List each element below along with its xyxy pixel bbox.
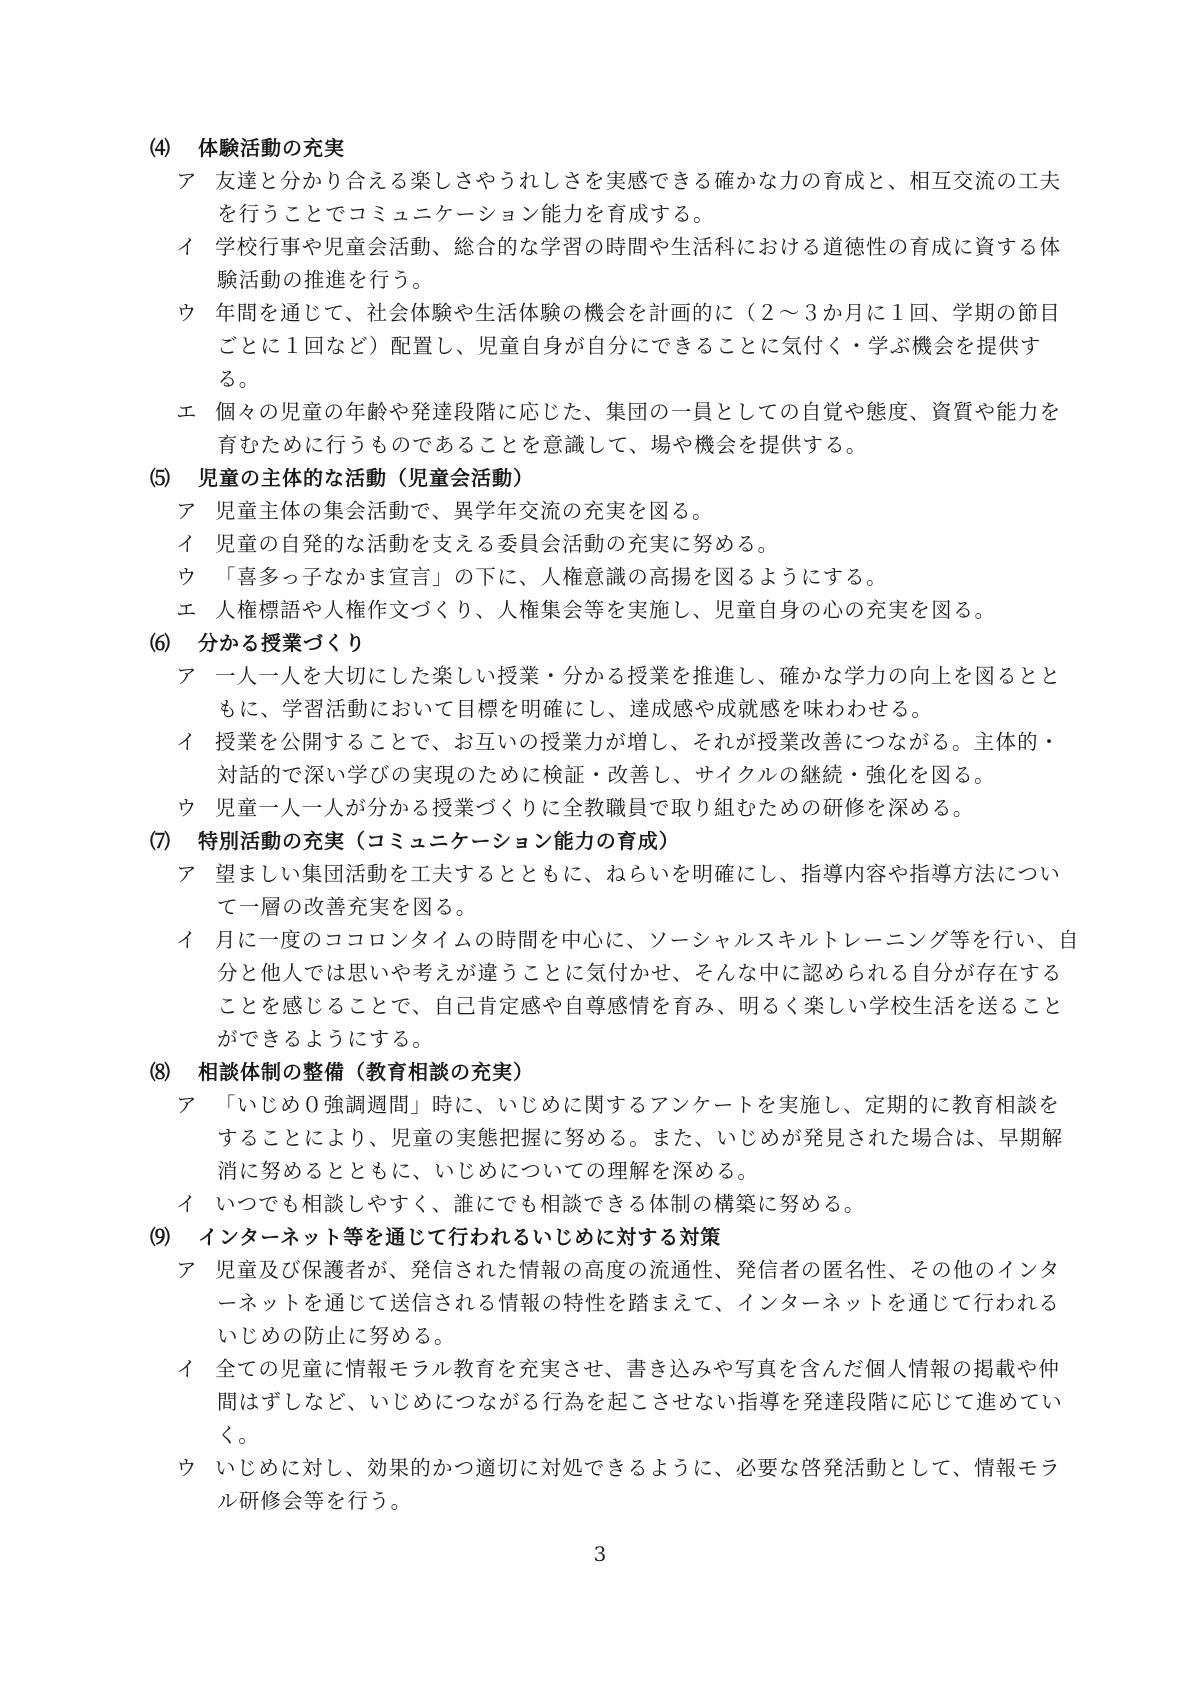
item-marker: ア [176,499,198,523]
item-text: 全ての児童に情報モラル教育を充実させ、書き込みや写真を含んだ個人情報の掲載や仲間はずしなど、いじめにつながる行為を起こさせない指導を発達段階に応じて進めていく。 [215,1357,1063,1447]
item-marker: ア [176,169,198,193]
item-text: 年間を通じて、社会体験や生活体験の機会を計画的に（２～３か月に１回、学期の節目ごとに１回など）配置し、児童自身が自分にできることに気付く・学ぶ機会を提供する。 [215,301,1061,391]
item-text: 授業を公開することで、お互いの授業力が増し、それが授業改善につながる。主体的・対話的で深い学びの実現のために検証・改善し、サイクルの継続・強化を図る。 [215,730,1061,787]
section-number: ⑺ [150,829,171,853]
item-marker: エ [176,598,198,622]
section [150,132,1080,462]
item-marker: ウ [176,565,198,589]
section-title: インターネット等を通じて行われるいじめに対する対策 [198,1225,722,1249]
list-item [150,1188,1080,1221]
section-number: ⑻ [150,1060,171,1084]
list-item [150,1353,1080,1452]
item-text: 学校行事や児童会活動、総合的な学習の時間や生活科における道徳性の育成に資する体験活動の推進を行う。 [215,235,1062,292]
section-title: 相談体制の整備（教育相談の充実） [198,1060,534,1084]
item-marker: イ [176,1192,198,1216]
page-content [150,132,1080,1518]
section-title: 体験活動の充実 [198,136,345,160]
list-item [150,495,1080,528]
item-text: 一人一人を大切にした楽しい授業・分かる授業を推進し、確かな学力の向上を図るとともに、学習活動において目標を明確にし、達成感や成就感を味わわせる。 [215,664,1062,721]
item-marker: エ [176,400,198,424]
item-text: 望ましい集団活動を工夫するとともに、ねらいを明確にし、指導内容や指導方法について一層の改善充実を図る。 [215,862,1061,919]
item-text: 人権標語や人権作文づくり、人権集会等を実施し、児童自身の心の充実を図る。 [215,598,997,622]
list-item [150,297,1080,396]
list-item [150,396,1080,462]
list-item [150,924,1080,1056]
list-item [150,1254,1080,1353]
section-heading [150,132,1080,165]
item-marker: ア [176,862,198,886]
list-item [150,594,1080,627]
item-marker: ウ [176,796,198,820]
list-item [150,528,1080,561]
section-title: 児童の主体的な活動（児童会活動） [198,466,534,490]
section [150,1056,1080,1221]
section-heading [150,1221,1080,1254]
section-number: ⑸ [150,466,171,490]
item-text: 「喜多っ子なかま宣言」の下に、人権意識の高揚を図るようにする。 [215,565,888,589]
section [150,627,1080,825]
list-item [150,660,1080,726]
list-item [150,231,1080,297]
item-marker: ア [176,1093,198,1117]
list-item [150,165,1080,231]
section-title: 分かる授業づくり [198,631,366,655]
section-number: ⑹ [150,631,171,655]
item-marker: イ [176,235,198,259]
item-marker: ア [176,1258,198,1282]
item-text: 「いじめ０強調週間」時に、いじめに関するアンケートを実施し、定期的に教育相談をすることにより、児童の実態把握に努める。また、いじめが発見された場合は、早期解消に努めるとともに、いじめについての理解を深める。 [215,1093,1064,1183]
list-item [150,1089,1080,1188]
list-item [150,561,1080,594]
section [150,1221,1080,1518]
list-item [150,858,1080,924]
item-text: 個々の児童の年齢や発達段階に応じた、集団の一員としての自覚や態度、資質や能力を育むために行うものであることを意識して、場や機会を提供する。 [215,400,1062,457]
item-text: 児童の自発的な活動を支える委員会活動の充実に努める。 [215,532,780,556]
section [150,825,1080,1056]
item-text: いじめに対し、効果的かつ適切に対処できるように、必要な啓発活動として、情報モラル研修会等を行う。 [215,1456,1061,1513]
list-item [150,792,1080,825]
item-marker: イ [176,928,198,952]
list-item [150,726,1080,792]
item-marker: ウ [176,1456,198,1480]
item-text: 月に一度のココロンタイムの時間を中心に、ソーシャルスキルトレーニング等を行い、自分と他人では思いや考えが違うことに気付かせ、そんな中に認められる自分が存在することを感じることで、自己肯定感や自尊感情を育み、明るく楽しい学校生活を送ることができるようにする。 [215,928,1080,1051]
item-marker: イ [176,1357,198,1381]
section-heading [150,627,1080,660]
section-heading [150,1056,1080,1089]
section-title: 特別活動の充実（コミュニケーション能力の育成） [198,829,680,853]
section-number: ⑷ [150,136,171,160]
section [150,462,1080,627]
section-heading [150,462,1080,495]
item-text: 児童及び保護者が、発信された情報の高度の流通性、発信者の匿名性、その他のインターネットを通じて送信される情報の特性を踏まえて、インターネットを通じて行われるいじめの防止に努める。 [215,1258,1061,1348]
item-marker: イ [176,532,198,556]
item-marker: ウ [176,301,198,325]
section-heading [150,825,1080,858]
section-number: ⑼ [150,1225,171,1249]
item-text: 児童主体の集会活動で、異学年交流の充実を図る。 [215,499,714,523]
item-text: 児童一人一人が分かる授業づくりに全教職員で取り組むための研修を深める。 [215,796,975,820]
list-item [150,1452,1080,1518]
item-text: 友達と分かり合える楽しさやうれしさを実感できる確かな力の育成と、相互交流の工夫を行うことでコミュニケーション能力を育成する。 [215,169,1062,226]
page-number: 3 [593,1542,607,1566]
item-marker: ア [176,664,198,688]
item-text: いつでも相談しやすく、誰にでも相談できる体制の構築に努める。 [215,1192,866,1216]
item-marker: イ [176,730,198,754]
